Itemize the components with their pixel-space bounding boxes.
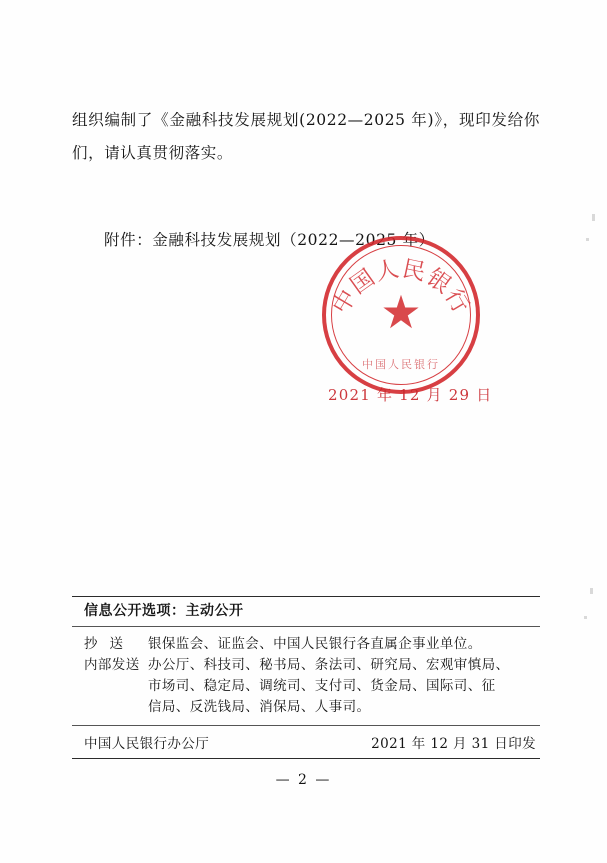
scan-artifact: [590, 588, 593, 594]
page-number: — 2 —: [275, 772, 332, 788]
seal-inner-text: 中国人民银行: [362, 358, 440, 371]
seal-date: 2021 年 12 月 29 日: [328, 386, 493, 404]
issue-date: 2021 年 12 月 31 日印发: [371, 736, 536, 752]
internal-value: [148, 655, 540, 718]
body-paragraph: 组织编制了《金融科技发展规划(2022—2025 年)》，现印发给你们，请认真贯彻落实。: [72, 111, 540, 162]
document-body: [72, 104, 540, 257]
footer-divider-bottom: [72, 758, 540, 759]
issuer-row: [72, 726, 540, 758]
copy-row: [84, 634, 540, 655]
scan-artifact: [592, 214, 595, 221]
seal-arc-text: 中国人民银行: [327, 255, 475, 319]
internal-value-line: 信局、反洗钱局、消保局、人事司。: [148, 699, 371, 715]
issuer-name: 中国人民银行办公厅: [84, 736, 210, 752]
seal-star-icon: ★: [380, 285, 422, 339]
official-seal-area: [300, 236, 520, 416]
internal-row: [84, 655, 540, 718]
document-footer: [72, 596, 540, 759]
internal-value-line: 市场司、稳定局、调统司、支付司、货金局、国际司、征: [148, 678, 496, 694]
scan-artifact: [586, 238, 589, 241]
distribution-block: [72, 627, 540, 725]
internal-label: 内部发送: [84, 657, 140, 673]
copy-label: 抄送: [84, 636, 135, 652]
seal-icon: [322, 236, 480, 394]
scan-artifact: [584, 616, 587, 619]
attachment-line: 附件：金融科技发展规划（2022—2025 年）: [104, 231, 435, 249]
internal-value-line: 办公厅、科技司、秘书局、条法司、研究局、宏观审慎局、: [148, 657, 510, 673]
info-disclosure-option: 信息公开选项：主动公开: [84, 603, 244, 619]
copy-value: 银保监会、证监会、中国人民银行各直属企事业单位。: [148, 636, 482, 652]
